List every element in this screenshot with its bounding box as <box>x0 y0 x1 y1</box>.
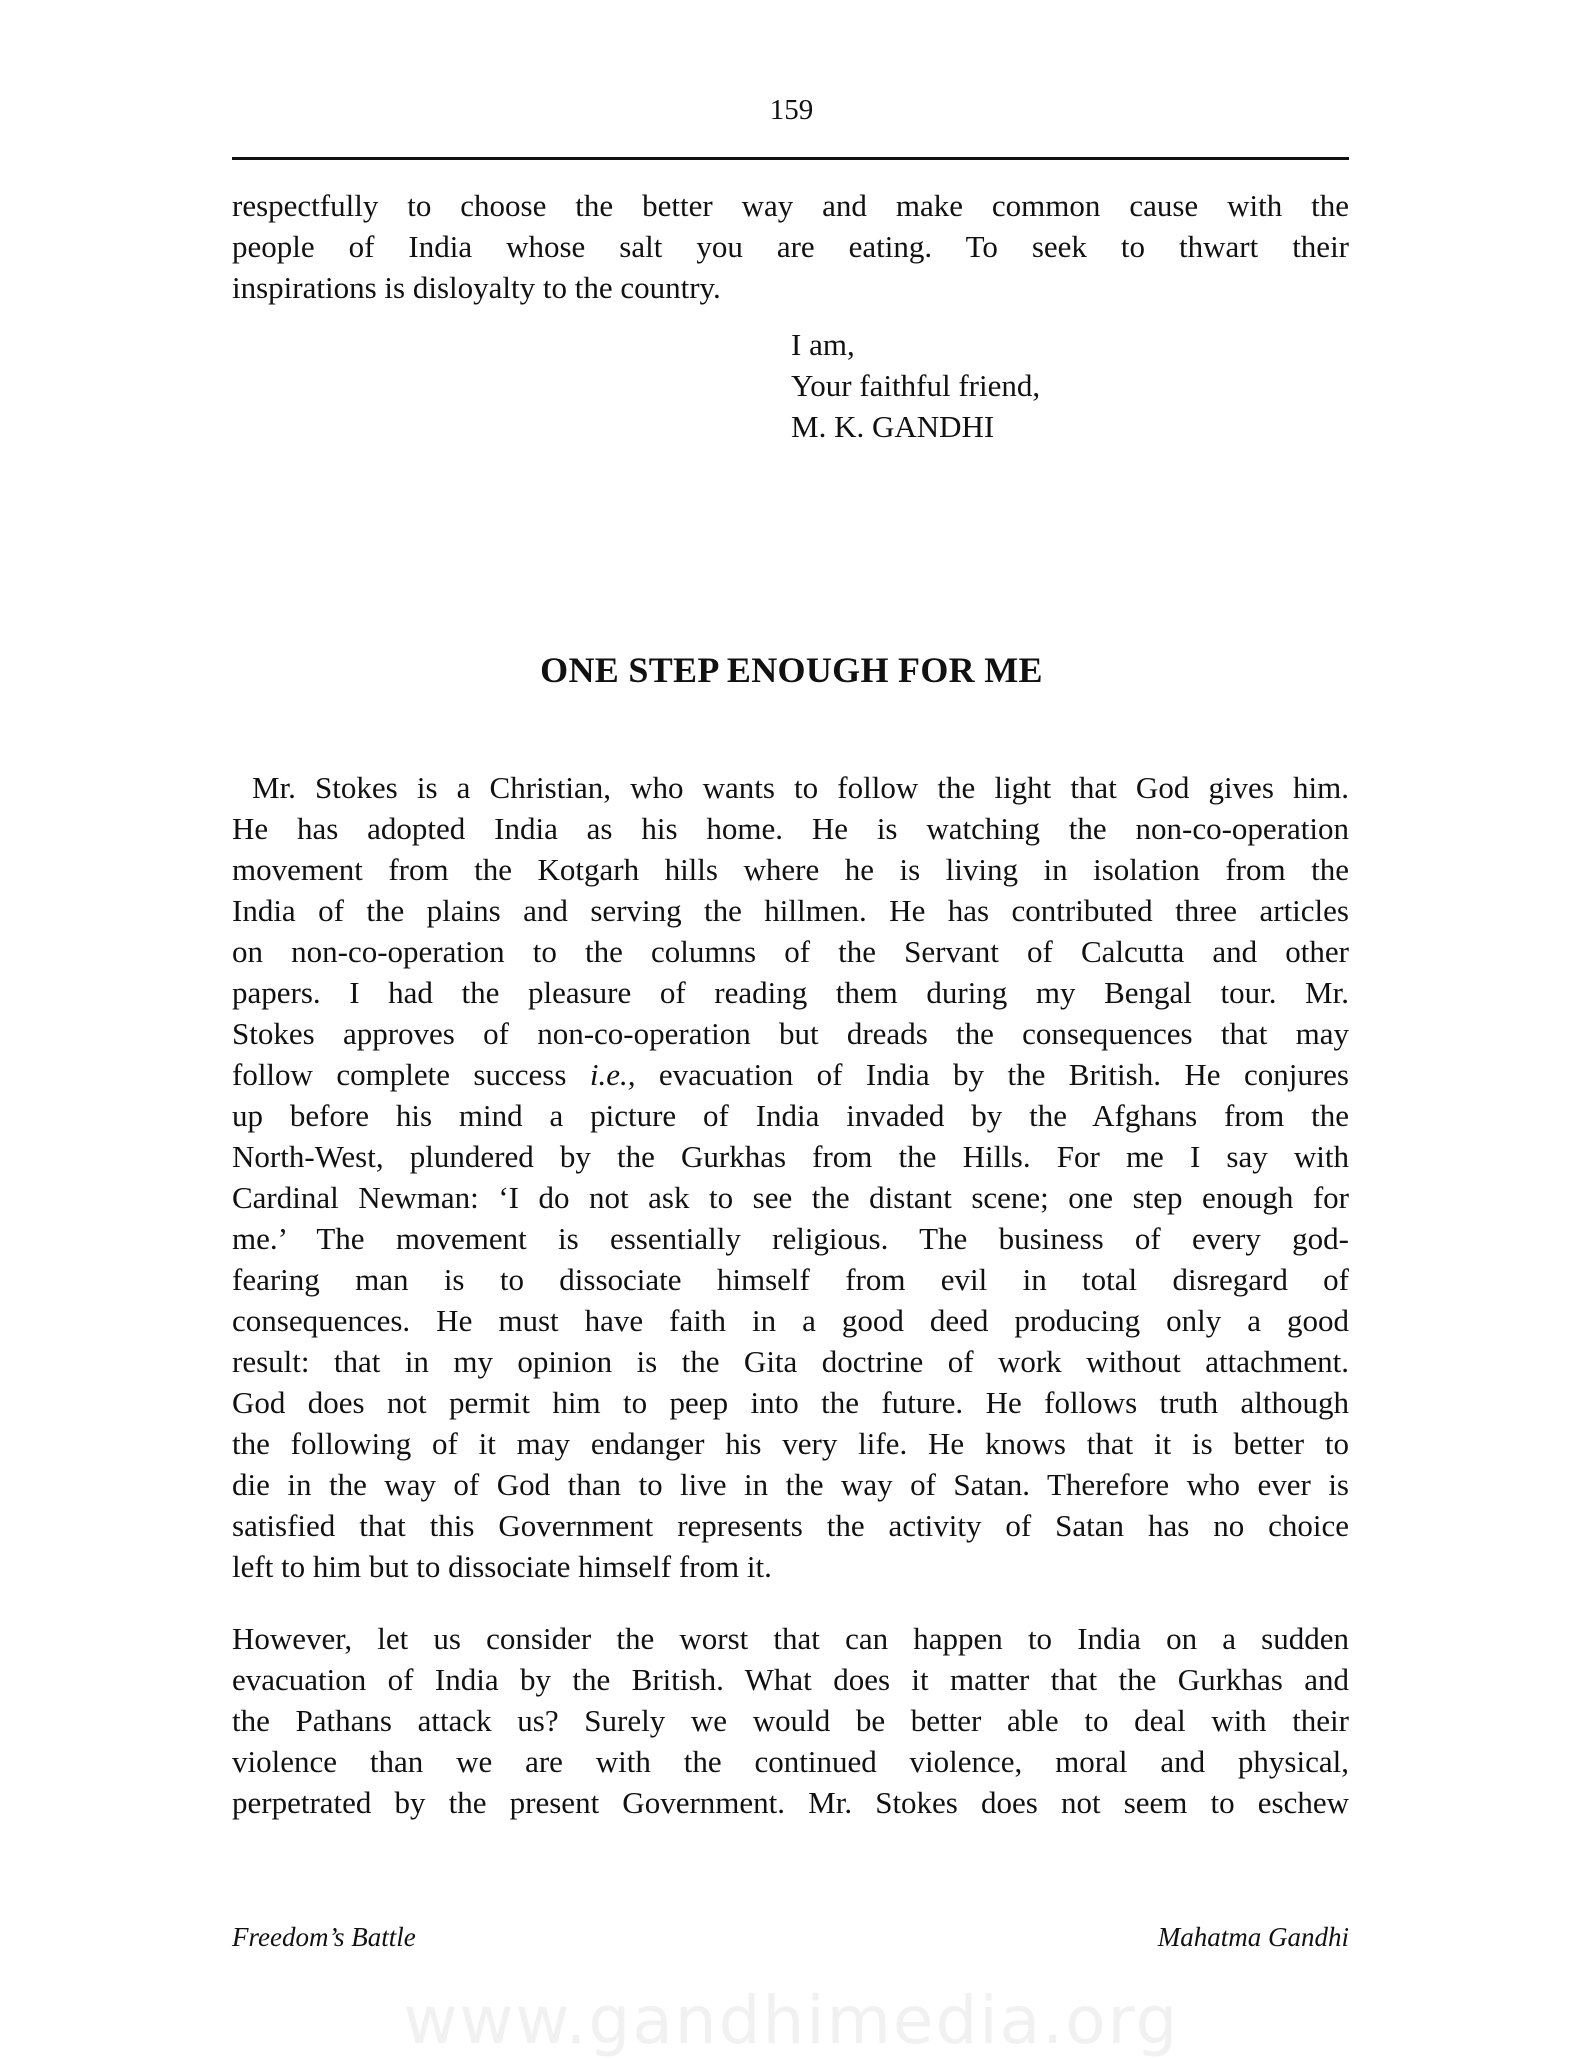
text-line: respectfully to choose the better way and make common cause with the <box>232 188 1349 223</box>
article-title: ONE STEP ENOUGH FOR ME <box>540 650 1043 690</box>
text-line: perpetrated by the present Government. Mr. Stokes does not seem to eschew <box>232 1785 1349 1820</box>
text-line: me.’ The movement is essentially religious. The business of every god- <box>232 1221 1349 1256</box>
signature: M. K. GANDHI <box>791 409 995 444</box>
text-line: India of the plains and serving the hillmen. He has contributed three articles <box>232 893 1349 928</box>
text-line: up before his mind a picture of India invaded by the Afghans from the <box>232 1098 1349 1133</box>
footer-author: Mahatma Gandhi <box>1157 1922 1349 1952</box>
text-line: fearing man is to dissociate himself from evil in total disregard of <box>232 1262 1349 1297</box>
letter-end-paragraph <box>232 185 1349 308</box>
text-line: the Pathans attack us? Surely we would be better able to deal with their <box>232 1703 1349 1738</box>
page-number: 159 <box>769 94 814 126</box>
text-line: God does not permit him to peep into the future. He follows truth although <box>232 1385 1349 1420</box>
text-line: violence than we are with the continued violence, moral and physical, <box>232 1744 1349 1779</box>
text-line: papers. I had the pleasure of reading them during my Bengal tour. Mr. <box>232 975 1349 1010</box>
text-line: die in the way of God than to live in the way of Satan. Therefore who ever is <box>232 1467 1349 1502</box>
text-line: evacuation of India by the British. What does it matter that the Gurkhas and <box>232 1662 1349 1697</box>
text-line: Mr. Stokes is a Christian, who wants to follow the light that God gives him. <box>252 770 1349 805</box>
text-line: result: that in my opinion is the Gita doctrine of work without attachment. <box>232 1344 1349 1379</box>
text-line: the following of it may endanger his very life. He knows that it is better to <box>232 1426 1349 1461</box>
text-line: However, let us consider the worst that can happen to India on a sudden <box>232 1621 1349 1656</box>
text-segment: follow complete success <box>232 1057 590 1092</box>
article-paragraph-2 <box>232 1618 1349 1823</box>
header-rule <box>232 157 1349 160</box>
text-line: Cardinal Newman: ‘I do not ask to see the distant scene; one step enough for <box>232 1180 1349 1215</box>
text-line: satisfied that this Government represents the activity of Satan has no choice <box>232 1508 1349 1543</box>
italic-abbreviation: i.e., <box>589 1057 636 1092</box>
footer-book-title: Freedom’s Battle <box>232 1922 416 1952</box>
closing-line: I am, <box>791 327 855 362</box>
text-line <box>232 1054 1349 1095</box>
article-paragraph-1 <box>232 767 1349 1587</box>
text-line: Stokes approves of non-co-operation but dreads the consequences that may <box>232 1016 1349 1051</box>
text-line: left to him but to dissociate himself from it. <box>232 1549 772 1584</box>
text-line: He has adopted India as his home. He is watching the non-co-operation <box>232 811 1349 846</box>
letter-closing <box>791 324 1040 447</box>
text-line: consequences. He must have faith in a good deed producing only a good <box>232 1303 1349 1338</box>
text-line: movement from the Kotgarh hills where he is living in isolation from the <box>232 852 1349 887</box>
text-line: people of India whose salt you are eating. To seek to thwart their <box>232 229 1349 264</box>
closing-line: Your faithful friend, <box>791 368 1041 403</box>
text-line: inspirations is disloyalty to the country. <box>232 270 721 305</box>
text-line: North-West, plundered by the Gurkhas from the Hills. For me I say with <box>232 1139 1349 1174</box>
text-segment: evacuation of India by the British. He conjures <box>635 1057 1349 1092</box>
text-line: on non-co-operation to the columns of the Servant of Calcutta and other <box>232 934 1349 969</box>
watermark: www.gandhimedia.org <box>403 1982 1180 2059</box>
